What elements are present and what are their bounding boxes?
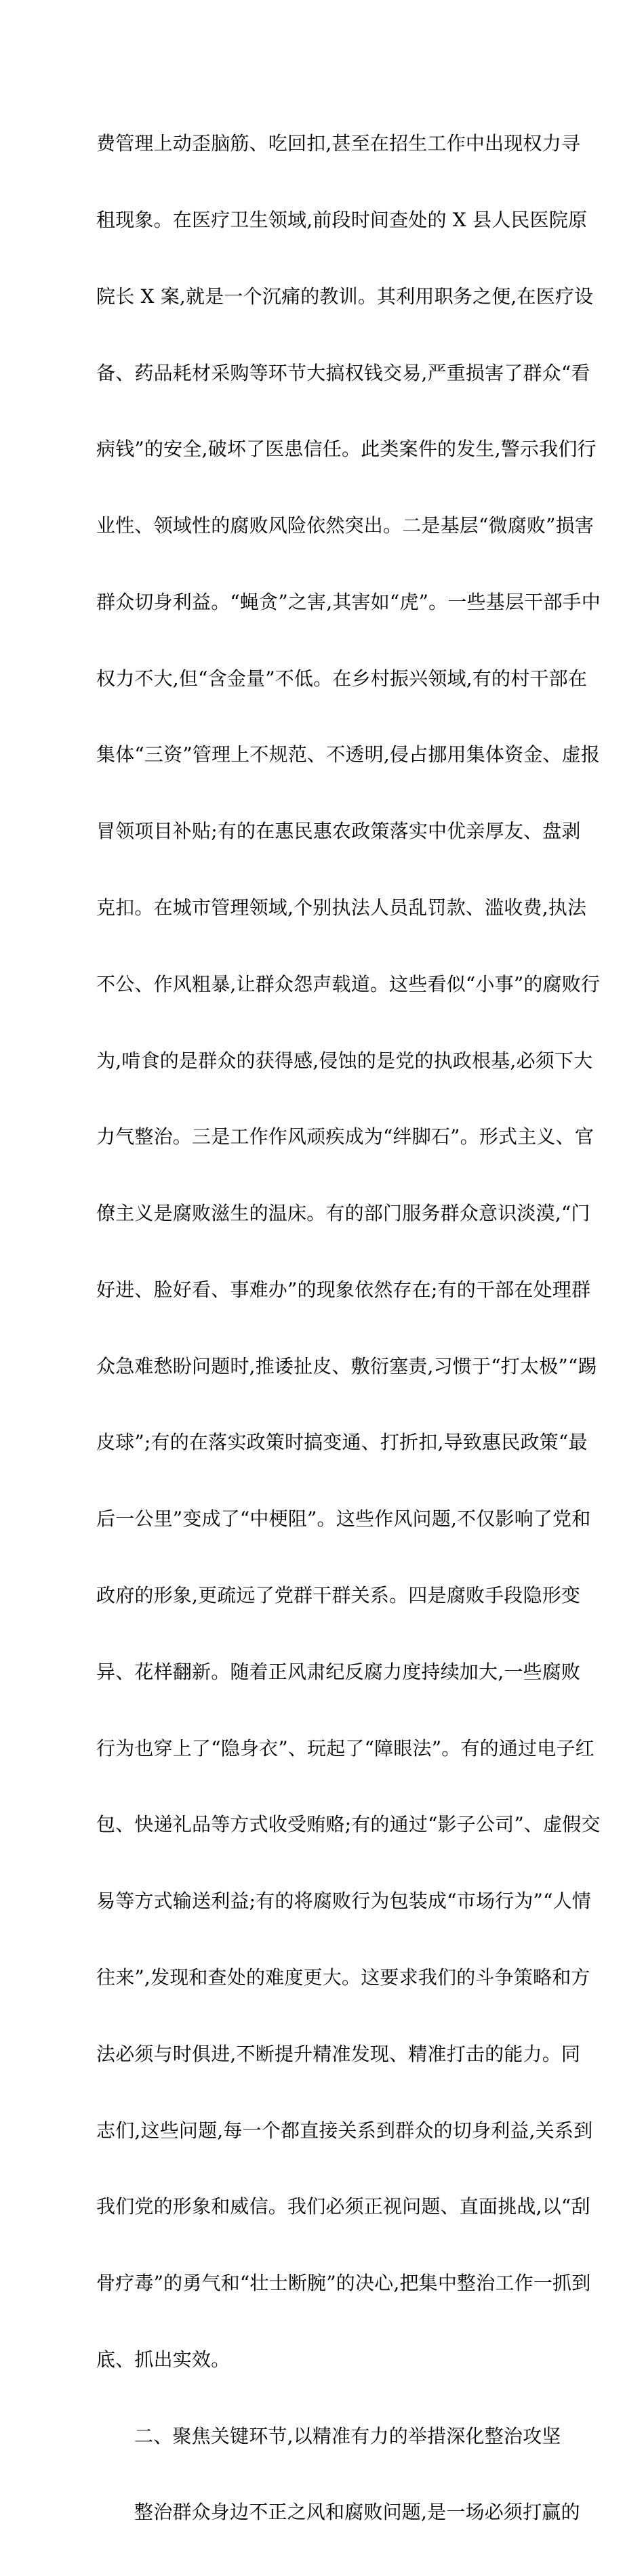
text-line: 政府的形象,更疏远了党群干群关系。四是腐败手段隐形变 [96, 1584, 581, 1607]
text-line: 权力不大,但“含金量”不低。在乡村振兴领域,有的村干部在 [96, 667, 588, 690]
text-line: 异、花样翻新。随着正风肃纪反腐力度持续加大,一些腐败 [96, 1660, 581, 1683]
text-line: 业性、领域性的腐败风险依然突出。二是基层“微腐败”损害 [96, 514, 595, 537]
text-line: 行为也穿上了“隐身衣”、玩起了“障眼法”。有的通过电子红 [96, 1737, 595, 1760]
text-line: 底、抓出实效。 [96, 2348, 230, 2371]
text-line: 不公、作风粗暴,让群众怨声载道。这些看似“小事”的腐败行 [96, 972, 601, 995]
text-line: 易等方式输送利益;有的将腐败行为包装成“市场行为”“人情 [96, 1890, 591, 1913]
text-line: 我们党的形象和威信。我们必须正视问题、直面挑战,以“刮 [96, 2195, 590, 2218]
text-line: 众急难愁盼问题时,推诿扯皮、敷衍塞责,习惯于“打太极”“踢 [96, 1354, 597, 1377]
section-heading [96, 2424, 561, 2449]
section-heading-text: 二、聚焦关键环节,以精准有力的举措深化整治攻坚 [134, 2424, 561, 2447]
text-line: 备、药品耗材采购等环节大搞权钱交易,严重损害了群众“看 [96, 361, 590, 384]
text-line: 往来”,发现和查处的难度更大。这要求我们的斗争策略和方 [96, 1966, 590, 1989]
text-line: 群众切身利益。“蝇贪”之害,其害如“虎”。一些基层干部手中 [96, 590, 601, 613]
text-line: 皮球”;有的在落实政策时搞变通、打折扣,导致惠民政策“最 [96, 1431, 588, 1454]
text-line: 费管理上动歪脑筋、吃回扣,甚至在招生工作中出现权力寻 [96, 132, 581, 155]
text-line: 冒领项目补贴;有的在惠民惠农政策落实中优亲厚友、盘剥 [96, 820, 581, 843]
text-line: 病钱”的安全,破坏了医患信任。此类案件的发生,警示我们行 [96, 438, 597, 461]
text-line: 后一公里”变成了“中梗阻”。这些作风问题,不仅影响了党和 [96, 1508, 591, 1531]
document-page [96, 80, 601, 2576]
text-line: 集体“三资”管理上不规范、不透明,侵占挪用集体资金、虚报 [96, 743, 601, 766]
text-line: 租现象。在医疗卫生领域,前段时间查处的 X 县人民医院原 [96, 208, 588, 231]
text-line: 包、快递礼品等方式收受贿赂;有的通过“影子公司”、虚假交 [96, 1813, 601, 1836]
text-line: 为,啃食的是群众的获得感,侵蚀的是党的执政根基,必须下大 [96, 1049, 593, 1072]
body-paragraph-next [96, 2449, 580, 2576]
text-line: 僚主义是腐败滋生的温床。有的部门服务群众意识淡漠,“门 [96, 1202, 590, 1225]
text-line: 法必须与时俱进,不断提升精准发现、精准打击的能力。同 [96, 2042, 581, 2065]
text-line: 好进、脸好看、事难办”的现象依然存在;有的干部在处理群 [96, 1278, 591, 1301]
body-paragraph [96, 80, 601, 2424]
text-line: 骨疗毒”的勇气和“壮士断腕”的决心,把集中整治工作一抓到 [96, 2272, 591, 2295]
text-line: 整治群众身边不正之风和腐败问题,是一场必须打赢的 [134, 2501, 580, 2524]
text-line: 院长 X 案,就是一个沉痛的教训。其利用职务之便,在医疗设 [96, 285, 594, 308]
text-line: 志们,这些问题,每一个都直接关系到群众的切身利益,关系到 [96, 2119, 593, 2142]
text-line: 克扣。在城市管理领域,个别执法人员乱罚款、滥收费,执法 [96, 896, 587, 919]
text-line: 力气整治。三是工作作风顽疾成为“绊脚石”。形式主义、官 [96, 1125, 595, 1148]
